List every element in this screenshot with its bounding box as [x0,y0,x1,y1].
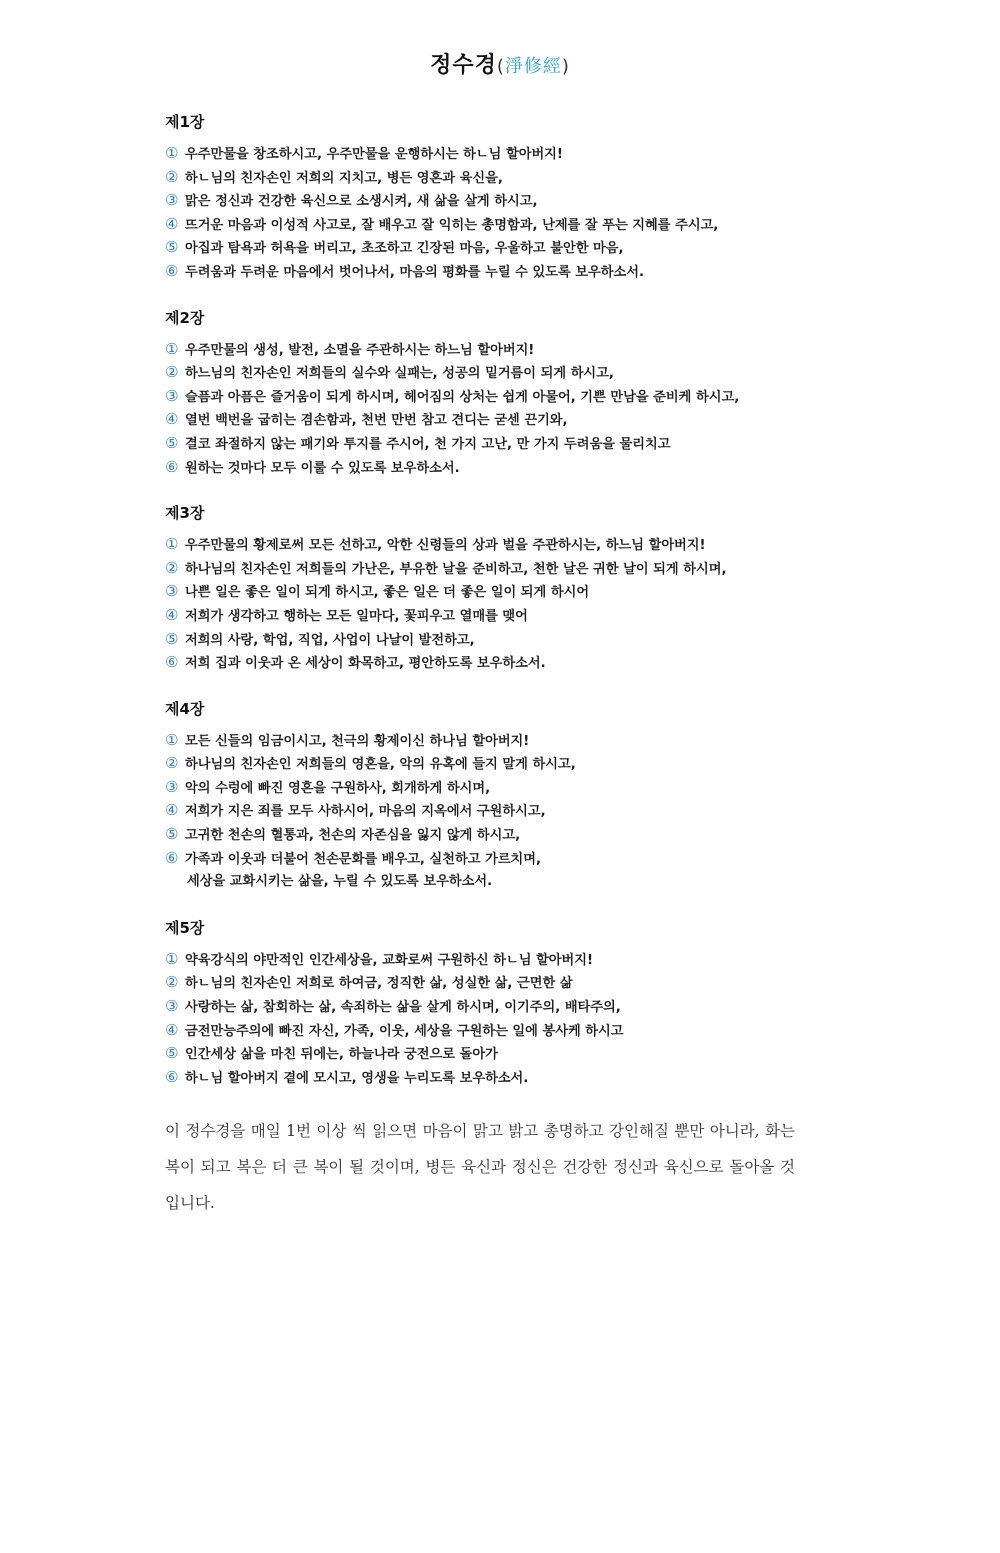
verse-text: 저희 집과 이웃과 온 세상이 화목하고, 평안하도록 보우하소서. [185,656,546,672]
verse-text: 나쁜 일은 좋은 일이 되게 하시고, 좋은 일은 더 좋은 일이 되게 하시어 [185,585,590,601]
verse-text: 뜨거운 마음과 이성적 사고로, 잘 배우고 잘 익히는 총명함과, 난제를 잘 푸는 지혜를 주시고, [185,217,719,233]
verse-text: 원하는 것마다 모두 이룰 수 있도록 보우하소서. [185,460,460,476]
verse-line [165,236,845,260]
title-open-paren: ( [496,56,505,77]
verse-number: ① [165,949,179,968]
verse-text: 악의 수렁에 빠진 영혼을 구원하사, 회개하게 하시며, [185,780,491,796]
chapter-5 [165,918,845,1090]
verse-number: ① [165,144,179,162]
verse-text: 인간세상 삶을 마친 뒤에는, 하늘나라 궁전으로 돌아가 [185,1047,498,1063]
verse-number: ① [165,339,179,358]
verse-number: ⑥ [165,848,179,867]
verse-number: ⑥ [165,457,179,476]
verse-line [165,361,845,385]
verse-line [165,166,845,190]
verse-text: 결코 좌절하지 않는 패기와 투지를 주시어, 천 가지 고난, 만 가지 두려움을 물리치고 [185,436,671,452]
title-main: 정수경 [430,53,497,78]
chapter-title: 제5장 [165,918,205,937]
verse-number: ① [165,730,179,749]
verse-text: 모든 신들의 임금이시고, 천극의 황제이신 하나님 할아버지! [185,733,530,749]
verse-number: ④ [165,214,179,233]
verse-number: ② [165,754,179,773]
verse-line [165,580,845,604]
verse-number: ② [165,973,179,992]
verse-text: 우주만물의 황제로써 모든 선하고, 악한 신령들의 상과 벌을 주관하시는, 하느님 할아버지! [185,538,706,554]
verse-number: ③ [165,582,179,601]
verse-line [165,995,845,1019]
verse-text: 열번 백번을 굽히는 겸손함과, 천번 만번 참고 견디는 굳센 끈기와, [185,413,568,429]
verse-line [165,1066,845,1090]
chapter-title: 제4장 [165,699,205,718]
verse-line [165,628,845,652]
chapter-title: 제1장 [165,113,205,131]
verse-line [165,729,845,753]
verse-number: ③ [165,997,179,1016]
verse-text: 하ㄴ님의 친자손인 저희로 하여금, 정직한 삶, 성실한 삶, 근면한 삶 [185,976,573,992]
verse-number: ⑤ [165,238,179,257]
verse-line [165,142,845,166]
verse-text: 사랑하는 삶, 참회하는 삶, 속죄하는 삶을 살게 하시며, 이기주의, 배타주의, [185,1000,621,1016]
verse-text: 저희가 지은 죄를 모두 사하시어, 마음의 지옥에서 구원하시고, [185,804,546,820]
verse-number: ③ [165,777,179,796]
verse-number: ⑤ [165,825,179,844]
verse-text: 하나님의 친자손인 저희들의 영혼을, 악의 유혹에 들지 말게 하시고, [185,757,576,773]
verse-text: 하ㄴ님 할아버지 곁에 모시고, 영생을 누리도록 보우하소서. [185,1070,529,1086]
verse-text: 아집과 탐욕과 허욕을 버리고, 초조하고 긴장된 마음, 우울하고 불안한 마음, [185,241,624,257]
verse-number: ② [165,558,179,577]
scripture-body [165,112,845,1221]
chapter-1 [165,112,845,284]
verse-number: ⑤ [165,629,179,648]
verse-line [165,260,845,284]
verse-line [165,651,845,675]
chapter-4 [165,699,845,894]
verse-number: ② [165,363,179,382]
verse-number: ⑤ [165,1044,179,1063]
verse-text: 고귀한 천손의 혈통과, 천손의 자존심을 잃지 않게 하시고, [185,828,521,844]
verse-line [165,408,845,432]
verse-number: ④ [165,801,179,820]
verse-text: 하느님의 친자손인 저희들의 실수와 실패는, 성공의 밑거름이 되게 하시고, [185,366,614,382]
verse-text: 약육강식의 야만적인 인간세상을, 교화로써 구원하신 하ㄴ님 할아버지! [185,952,594,968]
page-title [0,48,1000,79]
verse-number: ④ [165,410,179,429]
verse-line [165,604,845,628]
verse-line [165,213,845,237]
title-hanja: 淨修經 [504,56,562,77]
chapter-title: 제2장 [165,308,205,327]
summary-paragraph: 이 정수경을 매일 1번 이상 씩 읽으면 마음이 맑고 밝고 총명하고 강인해질 뿐만 아니라, 화는 복이 되고 복은 더 큰 복이 될 것이며, 병든 육신과 정신은 건강한 정신과 육신으로 돌아올 것입니다. [165,1122,795,1213]
verse-text: 금전만능주의에 빠진 자신, 가족, 이웃, 세상을 구원하는 일에 봉사케 하시고 [185,1023,624,1039]
verse-number: ③ [165,386,179,405]
verse-line [165,971,845,995]
verse-line [165,1042,845,1066]
verse-number: ⑥ [165,261,179,280]
verse-number: ⑥ [165,1067,179,1086]
verse-text: 우주만물의 생성, 발전, 소멸을 주관하시는 하느님 할아버지! [185,342,535,358]
verse-text: 저희의 사랑, 학업, 직업, 사업이 나날이 발전하고, [185,632,475,648]
chapter-2 [165,308,845,480]
verse-number: ⑥ [165,653,179,672]
verse-text: 하ㄴ님의 친자손인 저희의 지치고, 병든 영혼과 육신을, [185,170,503,186]
verse-number: ④ [165,605,179,624]
verse-number: ⑤ [165,433,179,452]
verse-line [165,557,845,581]
verse-line [165,752,845,776]
verse-line [165,189,845,213]
verse-text: 두려움과 두려운 마음에서 벗어나서, 마음의 평화를 누릴 수 있도록 보우하소서. [185,264,644,280]
verse-number: ④ [165,1020,179,1039]
verse-number: ② [165,167,179,186]
verse-line [165,847,845,871]
verse-line [165,948,845,972]
verse-line [165,776,845,800]
verse-line [165,799,845,823]
verse-number: ③ [165,191,179,210]
verse-line [165,432,845,456]
verse-text: 세상을 교화시키는 삶을, 누릴 수 있도록 보우하소서. [187,874,493,890]
verse-line-continuation [165,870,845,894]
verse-text: 맑은 정신과 건강한 육신으로 소생시켜, 새 삶을 살게 하시고, [185,194,538,210]
verse-number: ① [165,535,179,554]
verse-line [165,1019,845,1043]
verse-line [165,533,845,557]
chapter-title: 제3장 [165,504,205,523]
verse-text: 가족과 이웃과 더불어 천손문화를 배우고, 실천하고 가르치며, [185,851,542,867]
verse-text: 슬픔과 아픔은 즐거움이 되게 하시며, 헤어짐의 상처는 쉽게 아물어, 기쁜 만남을 준비케 하시고, [185,389,740,405]
title-close-paren: ) [561,56,570,77]
verse-line [165,823,845,847]
chapter-3 [165,503,845,675]
verse-text: 저희가 생각하고 행하는 모든 일마다, 꽃피우고 열매를 맺어 [185,608,528,624]
verse-line [165,456,845,480]
verse-line [165,338,845,362]
verse-text: 우주만물을 창조하시고, 우주만물을 운행하시는 하ㄴ님 할아버지! [185,147,563,162]
verse-line [165,385,845,409]
verse-text: 하나님의 친자손인 저희들의 가난은, 부유한 날을 준비하고, 천한 날은 귀한 날이 되게 하시며, [185,561,727,577]
